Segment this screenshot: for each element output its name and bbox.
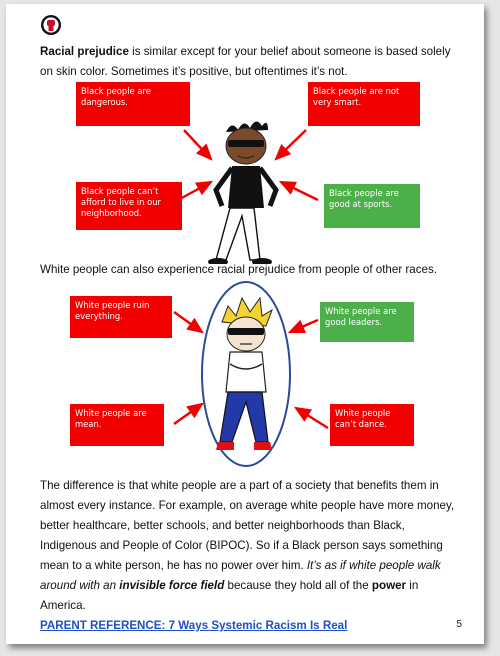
- box-not-smart: Black people are not very smart.: [308, 82, 420, 126]
- white-person-figure: [216, 298, 272, 450]
- difference-text: The difference is that white people are a part of a society that benefits them in almost every instance. For example, on average white people have more money, better healthcare, better schools, and better neighborhoods than Black, Indigenous and People of Color (BIPOC). So if a Black person says something mean to a white person, he has no power over him.: [40, 479, 455, 572]
- white-people-paragraph: White people can also experience racial prejudice from people of other races.: [40, 263, 437, 276]
- box-good-leaders: White people are good leaders.: [320, 302, 414, 342]
- hold-power-text: because they hold all of the: [224, 579, 372, 592]
- arrow2-top-right: [290, 320, 318, 332]
- difference-paragraph: [40, 476, 460, 636]
- racial-prejudice-definition: is similar except for your belief about someone is based solely on skin color. Sometimes it’s positive, but oftentimes it’s not.: [40, 45, 451, 78]
- invisible-force-field-text: invisible force field: [119, 579, 225, 592]
- page-number: 5: [456, 619, 462, 630]
- box-good-at-sports: Black people are good at sports.: [324, 184, 420, 228]
- arrow2-bottom-right: [296, 408, 328, 428]
- document-page: [6, 4, 484, 644]
- italic-sentence-start: It’s as if white people walk around with an: [40, 559, 441, 592]
- parent-reference-link[interactable]: PARENT REFERENCE: 7 Ways Systemic Racism Is Real: [40, 619, 348, 632]
- box-ruin-everything: White people ruin everything.: [70, 296, 172, 338]
- box-dangerous: Black people are dangerous.: [76, 82, 190, 126]
- arrow2-bottom-left: [174, 404, 202, 424]
- power-word: power: [371, 579, 407, 592]
- term-racial-prejudice: Racial prejudice: [40, 45, 129, 58]
- arrow2-top-left: [174, 312, 202, 332]
- box-cant-dance: White people can’t dance.: [330, 404, 414, 446]
- box-mean: White people are mean.: [70, 404, 164, 446]
- box-cant-afford: Black people can’t afford to live in our neighborhood.: [76, 182, 182, 230]
- in-america-text: in America.: [40, 579, 419, 612]
